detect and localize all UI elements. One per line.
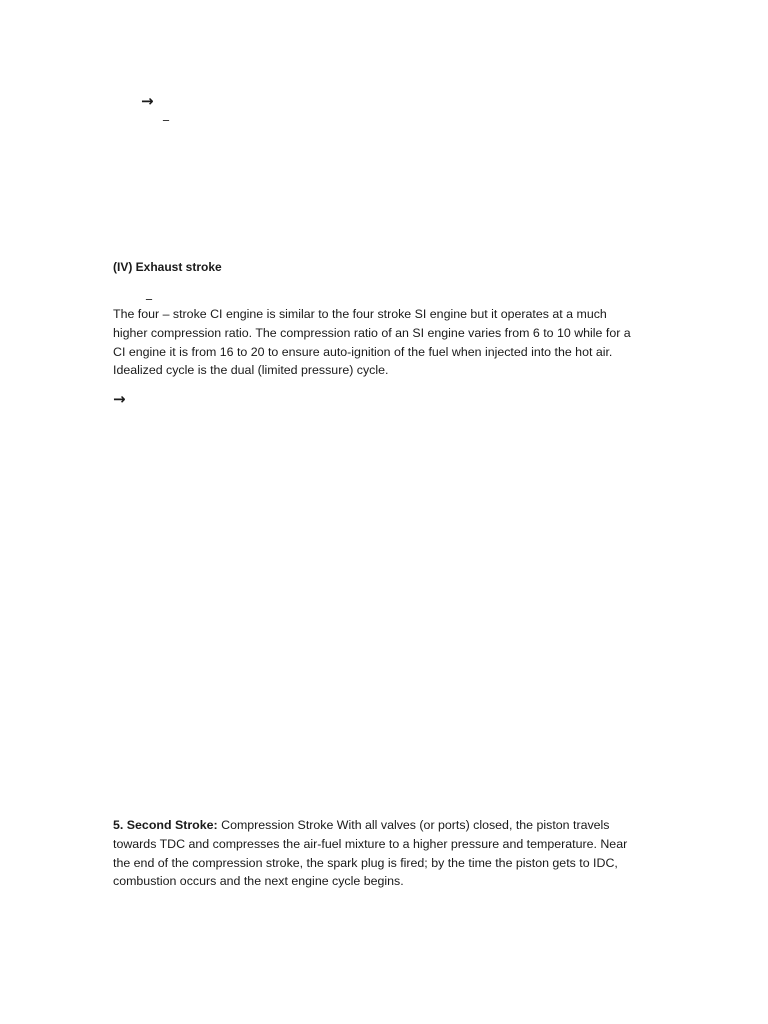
paragraph-line: towards TDC and compresses the air-fuel mixture to a higher pressure and temperature. Near [113,836,628,851]
arrow-bullet-icon: → [113,390,126,408]
dash-mark: _ [163,107,169,121]
paragraph-line: CI engine it is from 16 to 20 to ensure auto-ignition of the fuel when injected into the hot air. [113,344,613,359]
paragraph-line [113,816,653,835]
exhaust-stroke-heading: (IV) Exhaust stroke [113,260,222,274]
paragraph-line: Idealized cycle is the dual (limited pressure) cycle. [113,363,389,378]
paragraph-line: higher compression ratio. The compression ratio of an SI engine varies from 6 to 10 while for a [113,325,631,340]
paragraph-line: The four – stroke CI engine is similar to the four stroke SI engine but it operates at a much [113,307,607,321]
second-stroke-paragraph [113,816,653,891]
paragraph-line: combustion occurs and the next engine cycle begins. [113,874,404,889]
arrow-bullet-icon: → [141,92,154,110]
second-stroke-first-line: Compression Stroke With all valves (or ports) closed, the piston travels [217,818,610,832]
dash-mark: _ [146,286,152,300]
second-stroke-label: 5. Second Stroke: [113,818,218,832]
ci-engine-paragraph [113,305,653,380]
paragraph-line: the end of the compression stroke, the spark plug is fired; by the time the piston gets to IDC, [113,855,618,870]
